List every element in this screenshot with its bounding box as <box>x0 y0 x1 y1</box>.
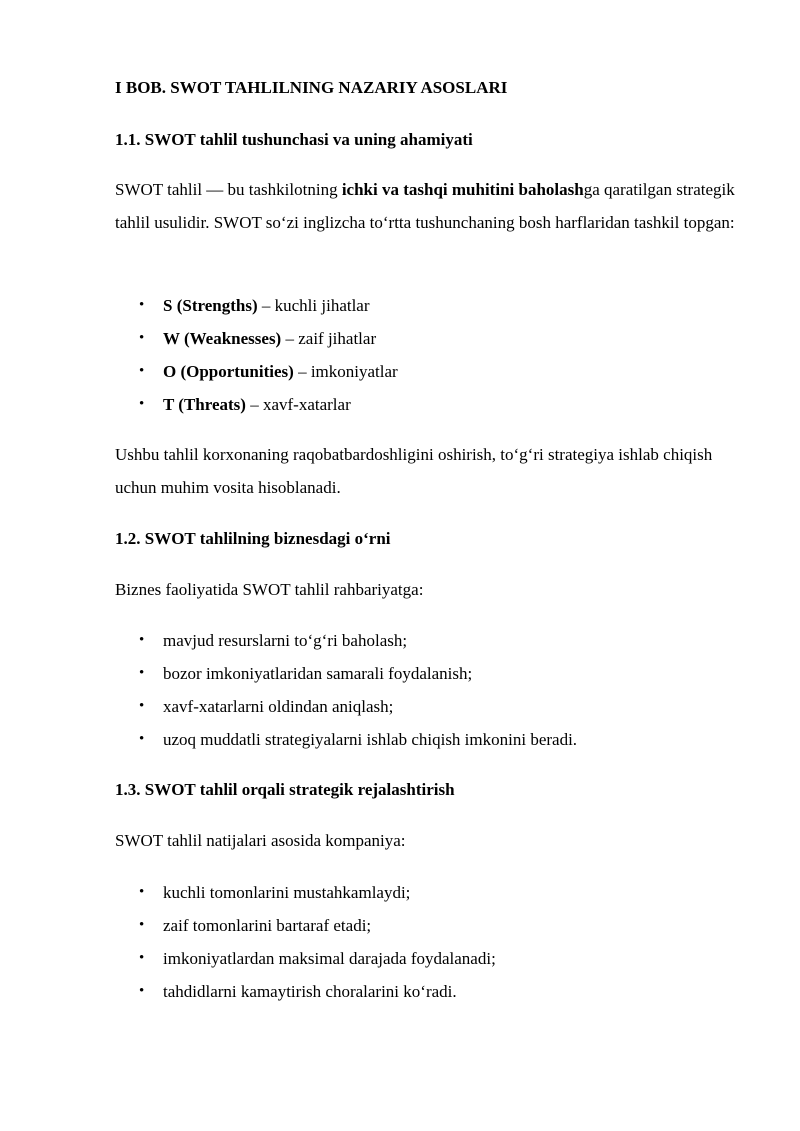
list-item <box>115 322 398 355</box>
list-item <box>115 690 577 723</box>
bullet-icon: • <box>139 698 145 714</box>
list-item-text: tahdidlarni kamaytirish choralarini ko‘radi. <box>163 982 457 1001</box>
list-item-text: xavf-xatarlarni oldindan aniqlash; <box>163 697 394 716</box>
bullet-icon: • <box>139 632 145 648</box>
section-3-list <box>115 876 496 1008</box>
section-2-title: 1.2. SWOT tahlilning biznesdagi o‘rni <box>115 529 391 548</box>
swot-desc: – imkoniyatlar <box>293 362 398 381</box>
section-1-title: 1.1. SWOT tahlil tushunchasi va uning ahamiyati <box>115 130 473 149</box>
section-2-list <box>115 624 577 756</box>
list-item <box>115 975 496 1008</box>
list-item <box>115 388 398 421</box>
bullet-icon: • <box>139 917 145 933</box>
list-item-text: zaif tomonlarini bartaraf etadi; <box>163 916 372 935</box>
list-item <box>115 876 496 909</box>
list-item-text: mavjud resurslarni to‘g‘ri baholash; <box>163 631 408 650</box>
list-item <box>115 723 577 756</box>
bullet-icon: • <box>139 983 145 999</box>
bullet-icon: • <box>139 363 145 379</box>
intro-text: SWOT tahlil — bu tashkilotning <box>115 180 342 199</box>
intro-bold-text: ichki va tashqi muhitini baholash <box>341 180 584 199</box>
section-2-intro: Biznes faoliyatida SWOT tahlil rahbariyatga: <box>115 580 424 599</box>
list-item <box>115 909 496 942</box>
swot-term: O (Opportunities) <box>163 362 294 381</box>
bullet-icon: • <box>139 950 145 966</box>
bullet-icon: • <box>139 396 145 412</box>
section-3-title: 1.3. SWOT tahlil orqali strategik rejalashtirish <box>115 780 455 799</box>
list-item <box>115 289 398 322</box>
list-item-text: bozor imkoniyatlaridan samarali foydalanish; <box>163 664 473 683</box>
bullet-icon: • <box>139 731 145 747</box>
list-item <box>115 942 496 975</box>
section-3-intro: SWOT tahlil natijalari asosida kompaniya: <box>115 831 406 850</box>
list-item-text: imkoniyatlardan maksimal darajada foydalanadi; <box>163 949 496 968</box>
swot-desc: – zaif jihatlar <box>281 329 377 348</box>
chapter-title: I BOB. SWOT TAHLILNING NAZARIY ASOSLARI <box>115 78 508 97</box>
bullet-icon: • <box>139 330 145 346</box>
list-item-text: uzoq muddatli strategiyalarni ishlab chiqish imkonini beradi. <box>163 730 578 749</box>
bullet-icon: • <box>139 297 145 313</box>
swot-term: T (Threats) <box>163 395 246 414</box>
swot-desc: – kuchli jihatlar <box>257 296 370 315</box>
section-1-conclusion: Ushbu tahlil korxonaning raqobatbardoshligini oshirish, to‘g‘ri strategiya ishlab chiqish uchun muhim vosita hisoblanadi. <box>115 445 713 497</box>
intro-text-cont: ga qaratilgan strategik tahlil usulidir. SWOT so‘zi inglizcha to‘rtta tushunchaning bosh harflaridan tashkil topgan: <box>115 180 735 232</box>
list-item <box>115 657 577 690</box>
bullet-icon: • <box>139 665 145 681</box>
list-item-text: kuchli tomonlarini mustahkamlaydi; <box>163 883 411 902</box>
section-1-intro <box>115 173 745 239</box>
swot-term: S (Strengths) <box>163 296 258 315</box>
swot-list <box>115 289 398 421</box>
list-item <box>115 355 398 388</box>
list-item <box>115 624 577 657</box>
swot-term: W (Weaknesses) <box>163 329 282 348</box>
bullet-icon: • <box>139 884 145 900</box>
swot-desc: – xavf-xatarlar <box>245 395 351 414</box>
